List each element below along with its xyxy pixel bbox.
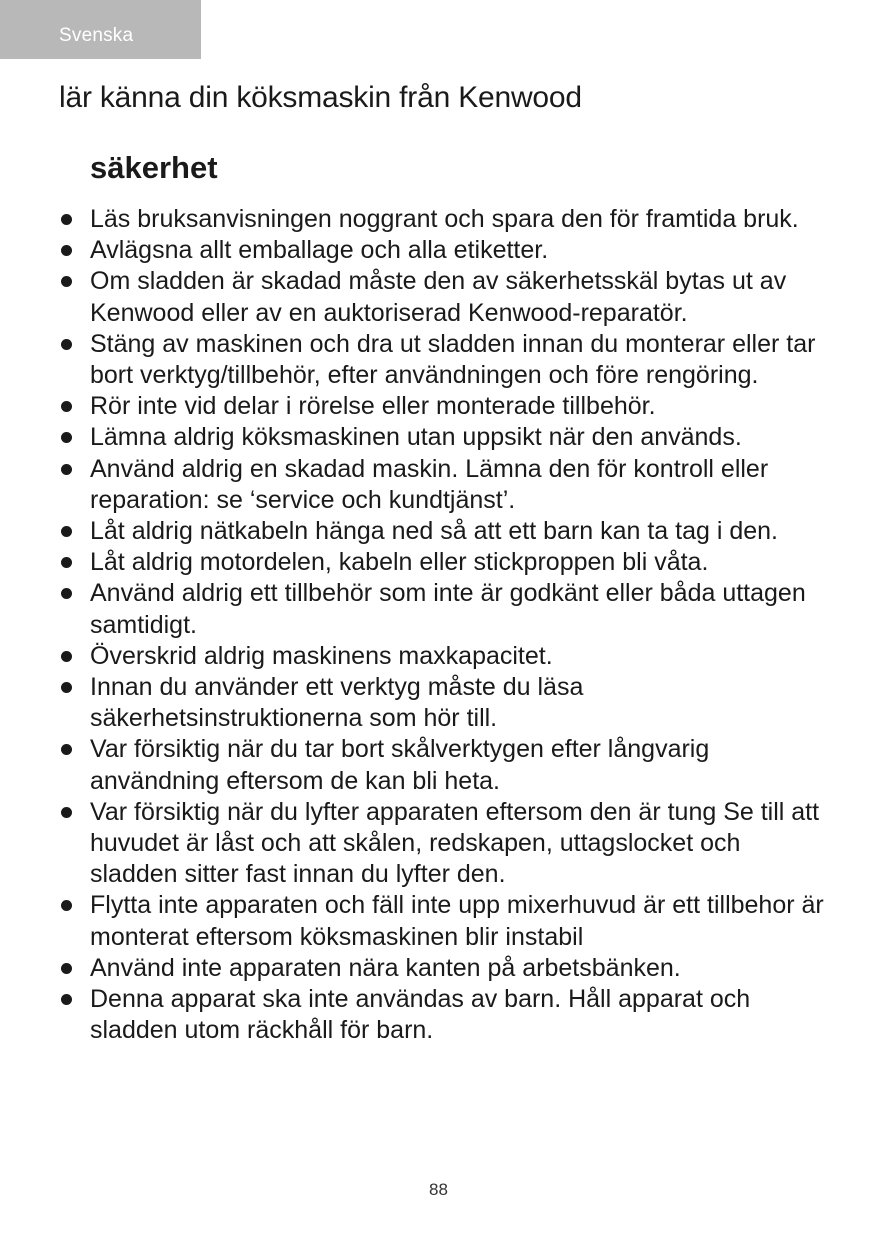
list-item xyxy=(90,329,825,391)
list-item xyxy=(90,797,825,891)
list-item xyxy=(90,953,825,984)
list-item-text: Om sladden är skadad måste den av säkerhetsskäl bytas ut av Kenwood eller av en auktoriserad Kenwood-reparatör. xyxy=(90,267,787,327)
list-item xyxy=(90,890,825,952)
bullet-icon xyxy=(61,651,72,662)
language-tab-label: Svenska xyxy=(59,25,134,46)
list-item xyxy=(90,235,825,266)
bullet-icon xyxy=(61,401,72,412)
list-item-text: Låt aldrig nätkabeln hänga ned så att ett barn kan ta tag i den. xyxy=(90,517,779,546)
list-item-text: Överskrid aldrig maskinens maxkapacitet. xyxy=(90,641,553,670)
list-item-text: Stäng av maskinen och dra ut sladden innan du monterar eller tar bort verktyg/tillbehör, efter användningen och före rengöring. xyxy=(90,329,816,390)
list-item xyxy=(90,984,825,1046)
list-item xyxy=(90,547,825,578)
list-item-text: Rör inte vid delar i rörelse eller monterade tillbehör. xyxy=(90,392,656,421)
bullet-icon xyxy=(61,682,72,693)
list-item xyxy=(90,641,825,672)
list-item xyxy=(90,516,825,547)
bullet-icon xyxy=(61,557,72,568)
list-item xyxy=(90,454,825,516)
list-item xyxy=(90,734,825,796)
bullet-icon xyxy=(61,214,72,225)
bullet-icon xyxy=(61,994,72,1005)
page-title: lär känna din köksmaskin från Kenwood xyxy=(59,81,582,114)
list-item-text: Använd inte apparaten nära kanten på arbetsbänken. xyxy=(90,953,681,982)
bullet-icon xyxy=(61,526,72,537)
list-item-text: Var försiktig när du lyfter apparaten eftersom den är tung Se till att huvudet är låst och att skålen, redskapen, uttagslocket och sladden sitter fast innan du lyfter den. xyxy=(90,797,820,889)
list-item xyxy=(90,578,825,640)
safety-instructions-list xyxy=(90,204,825,1046)
list-item xyxy=(90,266,825,328)
bullet-icon xyxy=(61,276,72,287)
bullet-icon xyxy=(61,963,72,974)
section-heading-safety: säkerhet xyxy=(90,150,218,185)
list-item-text: Låt aldrig motordelen, kabeln eller stickproppen bli våta. xyxy=(90,548,709,577)
bullet-icon xyxy=(61,744,72,755)
list-item xyxy=(90,391,825,422)
list-item-text: Denna apparat ska inte användas av barn. Håll apparat och sladden utom räckhåll för barn. xyxy=(90,985,751,1045)
list-item-text: Innan du använder ett verktyg måste du läsa säkerhetsinstruktionerna som hör till. xyxy=(90,673,584,733)
bullet-icon xyxy=(61,807,72,818)
bullet-icon xyxy=(61,339,72,350)
list-item-text: Flytta inte apparaten och fäll inte upp mixerhuvud är ett tillbehor är monterat eftersom köksmaskinen blir instabil xyxy=(90,891,824,951)
list-item xyxy=(90,422,825,453)
list-item xyxy=(90,672,825,734)
bullet-icon xyxy=(61,432,72,443)
list-item-text: Avlägsna allt emballage och alla etiketter. xyxy=(90,236,549,265)
page-number: 88 xyxy=(429,1180,448,1199)
bullet-icon xyxy=(61,900,72,911)
language-tab xyxy=(0,0,201,59)
list-item-text: Var försiktig när du tar bort skålverktygen efter långvarig användning eftersom de kan bli heta. xyxy=(90,735,710,795)
list-item-text: Använd aldrig en skadad maskin. Lämna den för kontroll eller reparation: se ‘service och kundtjänst’. xyxy=(90,454,769,514)
bullet-icon xyxy=(61,464,72,475)
bullet-icon xyxy=(61,245,72,256)
bullet-icon xyxy=(61,588,72,599)
list-item-text: Använd aldrig ett tillbehör som inte är godkänt eller båda uttagen samtidigt. xyxy=(90,579,806,639)
list-item-text: Läs bruksanvisningen noggrant och spara den för framtida bruk. xyxy=(90,205,799,233)
list-item xyxy=(90,204,825,235)
list-item-text: Lämna aldrig köksmaskinen utan uppsikt när den används. xyxy=(90,423,742,452)
